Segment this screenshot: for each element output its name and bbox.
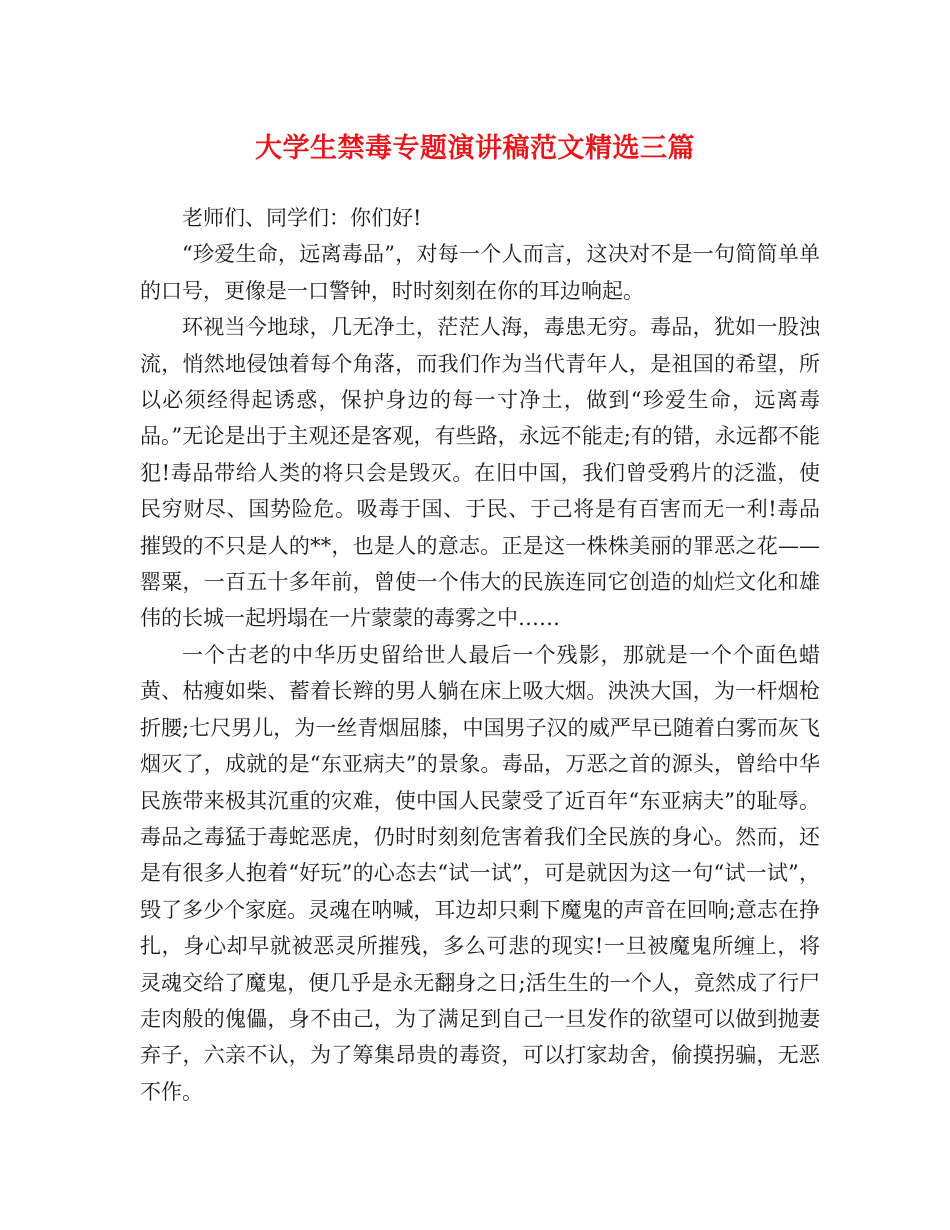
document-body: [140, 200, 820, 1110]
paragraph-greeting: 老师们、同学们：你们好!: [182, 206, 422, 230]
document-title: 大学生禁毒专题演讲稿范文精选三篇: [255, 133, 695, 164]
paragraph-drug-harm: 环视当今地球，几无净土，茫茫人海，毒患无穷。毒品，犹如一股浊流，悄然地侵蚀着每个角落，而我们作为当代青年人，是祖国的希望，所以必须经得起诱惑，保护身边的每一寸净土，做到“珍爱生命，远离毒品。”无论是出于主观还是客观，有些路，永远不能走;有的错，永远都不能犯!毒品带给人类的将只会是毁灭。在旧中国，我们曾受鸦片的泛滥，使民穷财尽、国势险危。吸毒于国、于民、于己将是有百害而无一利!毒品摧毁的不只是人的**，也是人的意志。正是这一株株美丽的罪恶之花——罂粟，一百五十多年前，曾使一个伟大的民族连同它创造的灿烂文化和雄伟的长城一起坍塌在一片蒙蒙的毒雾之中……: [140, 315, 820, 631]
paragraph-history: 一个古老的中华历史留给世人最后一个残影，那就是一个个面色蜡黄、枯瘦如柴、蓄着长辫的男人躺在床上吸大烟。泱泱大国，为一杆烟枪折腰;七尺男儿，为一丝青烟屈膝，中国男子汉的威严早已随着白雾而灰飞烟灭了，成就的是“东亚病夫”的景象。毒品，万恶之首的源头，曾给中华民族带来极其沉重的灾难，使中国人民蒙受了近百年“东亚病夫”的耻辱。毒品之毒猛于毒蛇恶虎，仍时时刻刻危害着我们全民族的身心。然而，还是有很多人抱着“好玩”的心态去“试一试”，可是就因为这一句“试一试”，毁了多少个家庭。灵魂在呐喊，耳边却只剩下魔鬼的声音在回响;意志在挣扎，身心却早就被恶灵所摧残，多么可悲的现实!一旦被魔鬼所缠上，将灵魂交给了魔鬼，便几乎是永无翻身之日;活生生的一个人，竟然成了行尸走肉般的傀儡，身不由己，为了满足到自己一旦发作的欲望可以做到抛妻弃子，六亲不认，为了筹集昂贵的毒资，可以打家劫舍，偷摸拐骗，无恶不作。: [140, 642, 820, 1104]
paragraph-slogan: “珍爱生命，远离毒品”，对每一个人而言，这决对不是一句简简单单的口号，更像是一口警钟，时时刻刻在你的耳边响起。: [140, 242, 820, 303]
